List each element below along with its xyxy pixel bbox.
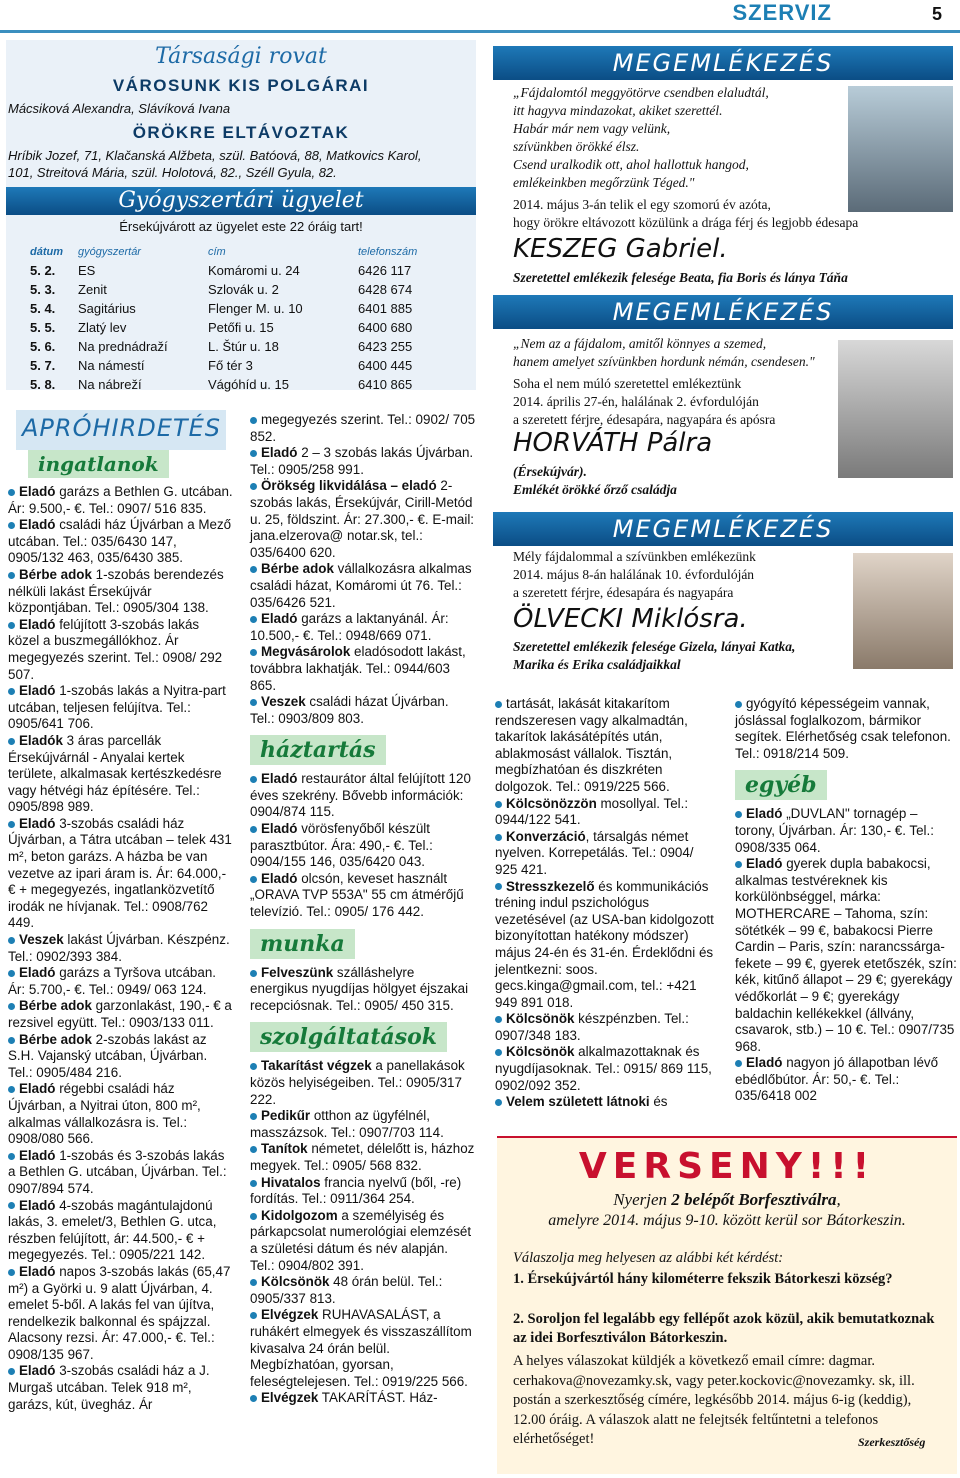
pharmacy-table	[30, 242, 450, 394]
classified-ad	[735, 806, 957, 856]
bullet-icon	[8, 1368, 15, 1375]
poem-line: emlékeinkben megőrzünk Téged."	[513, 175, 695, 190]
ad-text: Megvásárolok eladósodott lakást, továbbra lakhatják. Tel.: 0944/603 865.	[250, 644, 466, 693]
classified-ad	[495, 1011, 717, 1044]
ad-text: gyógyító képességeim vannak, jóslással foglalkozom, bármikor segítek. Elérhetőség csak telefonon. Tel.: 0918/214 509.	[735, 696, 951, 761]
ad-text: Pedikűr otthon az ügyfélnél, masszázsok. Tel.: 0907/703 114.	[250, 1108, 444, 1140]
ad-text: megegyezés szerint. Tel.: 0902/ 705 852.	[250, 412, 476, 444]
classified-ad	[8, 517, 234, 567]
row-pharmacy: ES	[78, 263, 96, 278]
contest-sign: Szerkesztőség	[858, 1435, 926, 1449]
obit-2-poem	[513, 335, 833, 371]
classified-ad	[250, 694, 476, 727]
pharmacy-row	[30, 375, 450, 394]
obit-2-photo	[838, 340, 953, 478]
obit-2-header: MEGEMLÉKEZÉS	[493, 295, 953, 329]
ad-text: Eladó „DUVLAN" tornagép – torony, Újvárban. Ár: 130,- €. Tel.: 0908/335 064.	[735, 806, 934, 855]
ad-text: Konverzáció, társalgás német nyelven. Korrepetálás. Tel.: 0904/ 925 421.	[495, 828, 694, 877]
pharmacy-row	[30, 318, 450, 337]
deaths-line2: 101, Streitová Mária, szül. Holotová, 82., Széll Gyula, 82.	[8, 165, 337, 180]
bullet-icon	[250, 566, 257, 573]
poem-line: hanem amelyet szívünkben hordunk némán, csendesen."	[513, 354, 815, 369]
pharmacy-title: Gyógyszertári ügyelet	[118, 188, 364, 213]
ad-text: Eladó 2 – 3 szobás lakás Újvárban. Tel.: 0905/258 991.	[250, 445, 474, 477]
ad-text: Eladó 4-szobás magántulajdonú lakás, 3. emelet/3, Bethlen G. utca, részben felújított, ár: 44.500,- € + megegyezés. Tel.: 0905/221 142.	[8, 1197, 217, 1263]
contest-line1-c: ,	[836, 1190, 841, 1209]
row-address: Szlovák u. 2	[208, 282, 279, 297]
bullet-icon	[8, 688, 15, 695]
bullet-icon	[8, 738, 15, 745]
obit-2-text	[513, 375, 833, 429]
contest-line1-b: 2 belépőt Borfesztiválra	[671, 1190, 837, 1209]
classified-ad	[250, 871, 476, 921]
row-address: Petőfi u. 15	[208, 320, 274, 335]
bullet-icon	[250, 776, 257, 783]
classified-ad	[8, 1198, 234, 1264]
row-pharmacy: Zenit	[78, 282, 107, 297]
obit-1-poem	[513, 84, 843, 192]
bullet-icon	[250, 1113, 257, 1120]
header-pharmacy: gyógyszertár	[78, 245, 141, 258]
bullet-icon	[735, 811, 742, 818]
ad-text: Eladó garázs a Tyršova utcában. Ár: 5.700,- €. Tel.: 0949/ 063 124.	[8, 965, 216, 997]
obit-1-text	[513, 196, 953, 232]
poem-line: Csend uralkodik ott, ahol hallottuk hangod,	[513, 157, 749, 172]
classified-ad	[735, 696, 957, 762]
ads-column-3	[495, 696, 717, 1111]
pharmacy-row	[30, 356, 450, 375]
row-date: 5. 6.	[30, 339, 56, 354]
obit-3-text	[513, 548, 843, 602]
classified-ad	[250, 611, 476, 644]
bullet-icon	[495, 1049, 502, 1056]
bullet-icon	[250, 1213, 257, 1220]
ad-text: Eladó családi ház Újvárban a Mező utcában. Tel.: 035/6430 147, 0905/132 463, 035/6430 385.	[8, 517, 232, 566]
obit-1-from: Szeretettel emlékezik felesége Beata, fia Boris és lánya Táňa	[513, 270, 848, 285]
ad-text: Elvégzek RUHAVASALÁST, a ruhákért elmegyek és visszaszállítom kivasalva 24 órán belül. Megbízhatóan, gyorsan, feleségtelejesen. Tel.: 0919/225 566.	[250, 1307, 472, 1389]
classified-ad	[250, 1108, 476, 1141]
ad-text: Kölcsönözzön mosollyal. Tel.: 0944/122 541.	[495, 795, 689, 828]
bullet-icon	[250, 450, 257, 457]
bullet-icon	[8, 1202, 15, 1209]
ad-text: Eladó restaurátor által felújított 120 éves szekrény. Bővebb információk: 0904/874 115.	[250, 771, 471, 820]
classified-ad	[735, 1055, 957, 1105]
ads-title: APRÓHIRDETÉS	[22, 414, 221, 442]
ad-text: Hivatalos francia nyelvű (ből, -re) fordítás. Tel.: 0911/364 254.	[250, 1174, 462, 1207]
classified-ad	[250, 445, 476, 478]
row-phone: 6428 674	[358, 282, 413, 297]
row-pharmacy: Na nábreží	[78, 377, 142, 392]
ad-text: Eladó felújított 3-szobás lakás közel a buszmegállókhoz. Ár megegyezés szerint. Tel.: 0908/ 292 507.	[8, 616, 223, 682]
ad-text: Eladó régebbi családi ház Újvárban, a Nyitrai úton, 800 m², alkalmas vállalkozásra is. Tel.: 0908/080 566.	[8, 1081, 201, 1147]
classified-ad	[8, 617, 234, 683]
ad-text: Eladó 1-szobás lakás a Nyitra-part utcában, teljesen felújítva. Tel.: 0905/641 706.	[8, 683, 226, 732]
classified-ad	[8, 998, 234, 1031]
ad-text: tartását, lakását kitakarítom rendszeresen vagy alkalmadtán, takarítok lakásátépítés után, ablakmosást vállalok. Tisztán, megbízhatóan és diszkréten dolgozok. Tel.: 0919/225 566.	[495, 696, 688, 794]
ad-text: Bérbe adok vállalkozásra alkalmas családi házat, Komáromi út 76. Tel.: 035/6426 521.	[250, 561, 472, 610]
row-address: Fő tér 3	[208, 358, 253, 373]
classified-ad	[8, 1264, 234, 1364]
obit-1-photo	[848, 86, 953, 212]
bullet-icon	[250, 1063, 257, 1070]
contest-body: A helyes válaszokat küldjék a következő email címre: dagmar. cerhakova@novezamky.sk, vagy peter.kockovic@novezamky. sk, ill. postán a szerkesztőség címére, legkésőbb 2014. május 6-ig (keddig), 12.00 óráig. A válaszok alatt ne felejtsék feltűntetni a telefonos elérhetőséget!	[513, 1353, 915, 1447]
ad-text: Eladó vörösfenyőből készült parasztbútor. Ára: 490,- €. Tel.: 0904/155 146, 035/6420 043.	[250, 821, 433, 870]
obit-2-from: Emlékét örökké őrző családja	[513, 482, 677, 497]
obit-line: 2014. április 27-én, halálának 2. évfordulóján	[513, 394, 759, 409]
ad-text: Eladó 3-szobás családi ház Újvárban, a Tátra utcában – telek 431 m², beton garázs. A házba be van vezetve az ipari áram is. Ár: 64.000,- € + megegyezés, ingatlanközvetítő irodák ne hívjanak. Tel.: 0908/762 449.	[8, 815, 232, 931]
row-address: Komáromi u. 24	[208, 263, 300, 278]
poem-line: szívünkben örökké élsz.	[513, 139, 640, 154]
obit-line: a szeretett férjre, édesapára és nagyapára	[513, 585, 734, 600]
row-pharmacy: Sagitárius	[78, 301, 136, 316]
bullet-icon	[8, 970, 15, 977]
bullet-icon	[250, 876, 257, 883]
social-title: Társasági rovat	[155, 44, 327, 69]
bullet-icon	[250, 1279, 257, 1286]
bullet-icon	[250, 1312, 257, 1319]
births-text: Mácsiková Alexandra, Slávíková Ivana	[8, 101, 231, 116]
pharmacy-row	[30, 280, 450, 299]
bullet-icon	[250, 1180, 257, 1187]
classified-ad	[495, 879, 717, 1012]
obit-1-header: MEGEMLÉKEZÉS	[493, 46, 953, 80]
bullet-icon	[495, 701, 502, 708]
obit-line: 2014. május 3-án telik el egy szomorú év azóta,	[513, 197, 771, 212]
bullet-icon	[8, 1086, 15, 1093]
row-phone: 6401 885	[358, 301, 413, 316]
ads-column-2	[250, 412, 476, 1407]
obit-line: 2014. május 8-án halálának 10. évfordulóján	[513, 567, 755, 582]
pharmacy-subtitle: Érsekújvárott az ügyelet este 22 óráig tart!	[119, 219, 363, 234]
bullet-icon	[495, 883, 502, 890]
bullet-icon	[8, 821, 15, 828]
cat-munka: munka	[250, 929, 355, 959]
classified-ad	[8, 1363, 234, 1413]
pharmacy-header-row	[30, 242, 450, 261]
bullet-icon	[8, 1037, 15, 1044]
pharmacy-row	[30, 261, 450, 280]
obit-3-name: ÖLVECKI Miklósra.	[513, 604, 748, 634]
row-phone: 6400 445	[358, 358, 413, 373]
bullet-icon	[250, 483, 257, 490]
ad-text: Eladó gyerek dupla babakocsi, alkalmas testvéreknek kis korkülönbséggel, márka: MOTHERCARE – Tahoma, szín: sötétkék – 99 €, babakocsi Pierre Cardin – Paris, szín: narancssárga-fekete – 99 €, gyerek etetőszék, szín: kék, kitűnő állapot – 29 €; gyerekágy védőkorlát – 9 €; gyerekágy baldachin kellékekkel (állvány, csavarok, stb.) – 10 €. Tel.: 0907/735 968.	[735, 856, 957, 1054]
classified-ad	[495, 829, 717, 879]
contest-line1-a: Nyerjen	[613, 1190, 672, 1209]
row-pharmacy: Na prednádraží	[78, 339, 168, 354]
classified-ad	[250, 561, 476, 611]
ad-text: Felveszünk szálláshelyre energikus nyugdíjas hölgyet éjszakai recepciósnak. Tel.: 0905/ 450 315.	[250, 964, 469, 1013]
obit-line: Soha el nem múló szeretettel emlékeztünk	[513, 376, 742, 391]
obit-3-photo	[853, 553, 953, 669]
bullet-icon	[250, 1395, 257, 1402]
ad-text: Takarítást végzek a panellakások közös helyiségeiben. Tel.: 0905/317 222.	[250, 1058, 465, 1107]
bullet-icon	[8, 1003, 15, 1010]
row-phone: 6410 865	[358, 377, 413, 392]
bullet-icon	[735, 1060, 742, 1067]
row-date: 5. 5.	[30, 320, 56, 335]
contest-intro: Válaszolja meg helyesen az alábbi két kérdést:	[513, 1250, 784, 1266]
classified-ad	[8, 1081, 234, 1147]
row-date: 5. 7.	[30, 358, 56, 373]
obit-line: a szeretett férjre, édesapára, nagyapára és apósra	[513, 412, 776, 427]
bullet-icon	[8, 489, 15, 496]
bullet-icon	[8, 522, 15, 529]
contest-q2: 2. Soroljon fel legalább egy fellépőt azok közül, akik bemutatkoznak az idei Borfesztiválon Bátorkeszin.	[513, 1311, 935, 1346]
bullet-icon	[8, 1269, 15, 1276]
ad-text: Kölcsönök készpénzben. Tel.: 0907/348 183.	[495, 1011, 689, 1043]
ad-text: Eladók 3 áras parcellák Érsekújvárnál - Anyalai kertek területe, alkalmasak kertészkedésre vagy hétvégi ház építésére. Tel.: 0905/898 989.	[8, 732, 222, 815]
contest-title: VERSENY!!!	[578, 1146, 876, 1187]
row-phone: 6426 117	[358, 263, 412, 278]
ad-text: Eladó napos 3-szobás lakás (65,47 m²) a Györki u. 9 alatt Újvárban, 4. emelet 5-ből. A lakás fel van újítva, rendelkezik balkonnal és spájzzal. Alacsony rezsi. Ár: 47.000,- €. Tel.: 0908/135 967.	[8, 1263, 231, 1362]
ad-text: Eladó 1-szobás és 3-szobás lakás a Bethlen G. utcában, Újvárban. Tel.: 0907/894 574.	[8, 1147, 227, 1196]
classified-ad	[8, 932, 234, 965]
ad-text: Eladó olcsón, keveset használt „ORAVA TVP 553A" 55 cm átmérőjű televízió. Tel.: 0905/ 176 442.	[250, 870, 464, 920]
classified-ad	[250, 1175, 476, 1208]
pharmacy-row	[30, 299, 450, 318]
classified-ad	[250, 412, 476, 445]
ad-text: Kölcsönök 48 órán belül. Tel.: 0905/337 813.	[250, 1274, 443, 1306]
obit-from-line: Szeretettel emlékezik felesége Gizela, lányai Katka,	[513, 639, 796, 654]
row-address: L. Štúr u. 18	[208, 339, 279, 354]
bullet-icon	[735, 861, 742, 868]
bullet-icon	[8, 937, 15, 944]
obit-line: hogy örökre eltávozott közülünk a drága férj és legjobb édesapa	[513, 215, 859, 230]
ad-text: Örökség likvidálása – eladó 2-szobás lakás, Érsekújvár, Cirill-Metód u. 25, földszint. Ár: 27.300,- €. E-mail: jana.elzerova@ notar.sk, tel.: 035/6400 620.	[250, 478, 475, 560]
row-address: Vágóhíd u. 15	[208, 377, 289, 392]
bullet-icon	[495, 801, 502, 808]
classified-ad	[250, 1208, 476, 1274]
classified-ad	[735, 856, 957, 1055]
row-date: 5. 4.	[30, 301, 56, 316]
bullet-icon	[495, 1099, 502, 1106]
ad-text: Kidolgozom a személyiség és párkapcsolat numerológiai elemzését a születési dátum és név alapján. Tel.: 0904/802 391.	[250, 1207, 472, 1273]
ad-text: Bérbe adok 1-szobás berendezés nélküli lakást Érsekújvár központjában. Tel.: 0905/304 138.	[8, 566, 224, 616]
bullet-icon	[735, 701, 742, 708]
bullet-icon	[250, 699, 257, 706]
classified-ad	[8, 816, 234, 932]
ad-text: Eladó 3-szobás családi ház a J. Murgaš utcában. Telek 918 m², garázs, kút, üvegház. Ár	[8, 1363, 210, 1412]
classified-ad	[8, 1032, 234, 1082]
deaths-line1: Hríbik Jozef, 71, Klačanská Alžbeta, szül. Batóová, 88, Matkovics Karol,	[8, 148, 422, 163]
ad-text: Bérbe adok garzonlakást, 190,- € a rezsivel együtt. Tel.: 0903/133 011.	[8, 998, 232, 1030]
ad-text: Tanítok németet, délelőtt is, házhoz megyek. Tel.: 0905/ 568 832.	[250, 1141, 475, 1173]
row-pharmacy: Na námestí	[78, 358, 145, 373]
bullet-icon	[495, 1016, 502, 1023]
obit-1-name: KESZEG Gabriel.	[513, 234, 728, 264]
bullet-icon	[250, 417, 257, 424]
classified-ad	[250, 1141, 476, 1174]
deaths-title: ÖRÖKRE ELTÁVOZTAK	[132, 123, 350, 142]
cat-egyeb: egyéb	[735, 770, 827, 800]
page-number: 5	[931, 4, 942, 24]
ad-text: Bérbe adok 2-szobás lakást az S.H. Vajanský utcában, Újvárban. Tel.: 0905/484 216.	[8, 1031, 208, 1080]
header-address: cím	[208, 245, 226, 258]
classified-ad	[495, 1094, 717, 1111]
classified-ad	[250, 644, 476, 694]
classified-ad	[495, 696, 717, 796]
row-pharmacy: Zlatý lev	[78, 320, 127, 335]
classified-ad	[8, 567, 234, 617]
contest-line1	[497, 1190, 957, 1210]
cat-haztartas: háztartás	[250, 735, 386, 765]
classified-ad	[250, 1274, 476, 1307]
classified-ad	[8, 965, 234, 998]
row-date: 5. 2.	[30, 263, 56, 278]
classified-ad	[495, 1044, 717, 1094]
pharmacy-row	[30, 337, 450, 356]
bullet-icon	[8, 622, 15, 629]
classified-ad	[250, 1390, 476, 1407]
bullet-icon	[495, 834, 502, 841]
poem-line: „Nem az a fájdalom, amitől könnyes a szemed,	[513, 336, 767, 351]
classified-ad	[8, 1148, 234, 1198]
bullet-icon	[250, 1146, 257, 1153]
row-phone: 6423 255	[358, 339, 413, 354]
ad-text: Veszek családi házat Újvárban. Tel.: 0903/809 803.	[250, 694, 449, 726]
ad-text: Veszek lakást Újvárban. Készpénz. Tel.: 0902/393 384.	[8, 932, 230, 964]
row-date: 5. 3.	[30, 282, 56, 297]
ad-text: Kölcsönök alkalmazottaknak és nyugdíjasoknak. Tel.: 0915/ 869 115, 0902/092 352.	[495, 1044, 712, 1093]
poem-line: Habár már nem vagy velünk,	[513, 121, 671, 136]
classified-ad	[495, 796, 717, 829]
bullet-icon	[250, 970, 257, 977]
obit-line: Mély fájdalommal a szívünkben emlékezünk	[513, 549, 756, 564]
section-title: SZERVIZ	[732, 0, 832, 25]
obit-2-name: HORVÁTH Pálra	[513, 428, 713, 458]
poem-line: „Fájdalomtól meggyötörve csendben elaludtál,	[513, 85, 769, 100]
row-date: 5. 8.	[30, 377, 56, 392]
births-title: VÁROSUNK KIS POLGÁRAI	[112, 76, 370, 95]
cat-szolgaltatasok: szolgáltatások	[250, 1022, 447, 1052]
obit-3-header: MEGEMLÉKEZÉS	[493, 512, 953, 546]
header-phone: telefonszám	[358, 245, 418, 258]
ads-column-1	[8, 484, 234, 1413]
classified-ad	[8, 733, 234, 816]
ad-text: Eladó garázs a Bethlen G. utcában. Ár: 9.500,- €. Tel.: 0907/ 516 835.	[8, 484, 233, 516]
bullet-icon	[8, 572, 15, 579]
poem-line: itt hagyva mindazokat, akiket szerettél.	[513, 103, 723, 118]
obit-2-place: (Érsekújvár).	[513, 464, 587, 479]
bullet-icon	[250, 616, 257, 623]
contest-line2: amelyre 2014. május 9-10. között kerül sor Bátorkeszin.	[548, 1212, 906, 1229]
ad-text: Eladó garázs a laktanyánál. Ár: 10.500,- €. Tel.: 0948/669 071.	[250, 611, 449, 643]
classified-ad	[250, 821, 476, 871]
row-phone: 6400 680	[358, 320, 413, 335]
ad-text: Elvégzek TAKARÍTÁST. Ház-	[261, 1390, 438, 1406]
obit-3-from	[513, 638, 843, 674]
bullet-icon	[250, 826, 257, 833]
bullet-icon	[8, 1153, 15, 1160]
row-address: Flenger M. u. 10	[208, 301, 303, 316]
classified-ad	[250, 965, 476, 1015]
classified-ad	[250, 478, 476, 561]
classified-ad	[8, 683, 234, 733]
classified-ad	[250, 1307, 476, 1390]
cat-ingatlan: ingatlanok	[28, 450, 169, 478]
ads-column-4	[735, 696, 957, 1105]
ad-text: Eladó nagyon jó állapotban lévő ebédlőbútor. Ár: 50,- €. Tel.: 035/6418 002	[735, 1055, 939, 1104]
header-date: dátum	[30, 245, 63, 258]
contest-q1: 1. Érsekújvártól hány kilométerre fekszik Bátorkeszi község?	[513, 1271, 893, 1287]
ad-text: Velem született látnoki és	[506, 1094, 668, 1110]
header-rule	[0, 30, 960, 33]
obit-from-line: Marika és Erika családjaikkal	[513, 657, 681, 672]
ad-text: Stresszkezelő és kommunikációs tréning indul pszichológus vezetésével (az USA-ban kidolgozott bizonyítottan hatékony módszer) május 24-én és 31-én. Érdeklődni és jelentkezni: soos. gecs.kinga@gmail.com, tel.: +421 949 891 018.	[495, 878, 714, 1010]
classified-ad	[250, 771, 476, 821]
classified-ad	[250, 1058, 476, 1108]
classified-ad	[8, 484, 234, 517]
bullet-icon	[250, 649, 257, 656]
